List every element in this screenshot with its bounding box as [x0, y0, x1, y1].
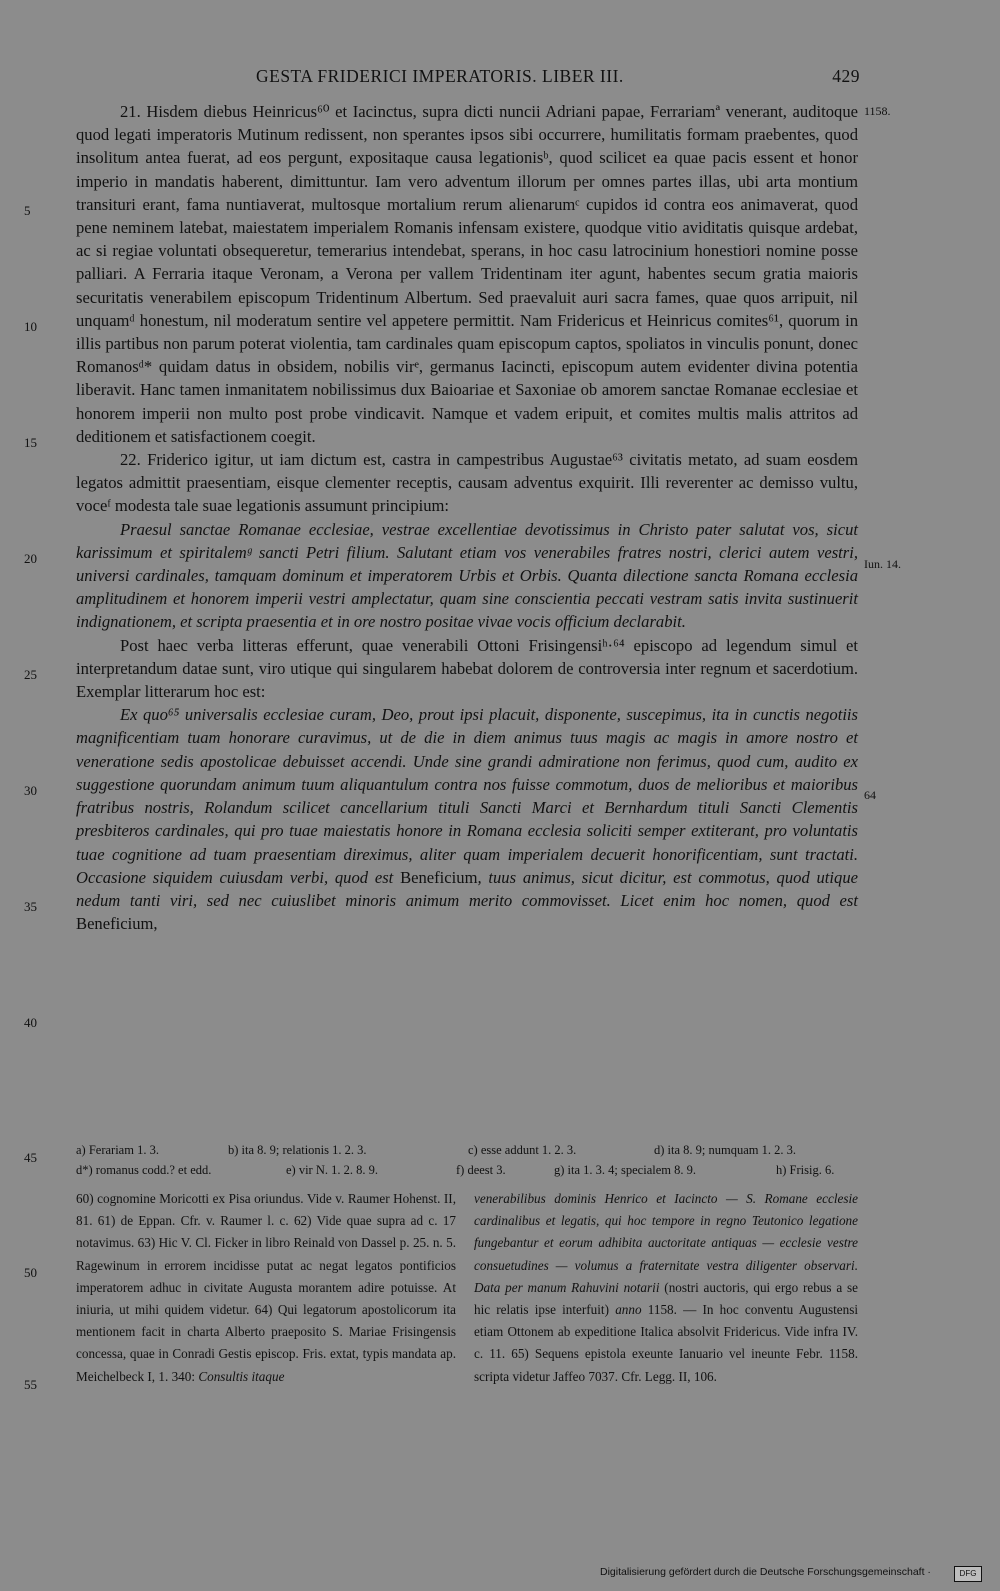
commentary-right-roman: (nostri auctoris, qui ergo rebus a se hic relatis ipse interfuit) [474, 1279, 858, 1318]
margin-note: 64 [864, 788, 876, 802]
line-number: 5 [24, 203, 31, 218]
line-number: 10 [24, 319, 37, 334]
footnote-a: a) Ferariam 1. 3. [76, 1143, 159, 1157]
legates-speech: Praesul sanctae Romanae ecclesiae, vestrae excellentiae devotissimus in Christo pater salutat vos, sicut karissimum et spiritalemᵍ sancti Petri filium. Salutant etiam vos venerabiles fratres nostri, clerici autem vestri, universi cardinales, tamquam dominum et imperatorem Urbis et Orbis. Quanta dilectione sancta Romana ecclesia amplitudinem et honorem imperii vestri amplectatur, quam sine conscientia peccati vestram satis invita sustinuerit indignationem, et scripta praesentia et in ore nostro positae vivae vocis officium declarabit. [76, 519, 858, 632]
line-number: 25 [24, 667, 37, 682]
line-number: 20 [24, 551, 37, 566]
line-number: 30 [24, 783, 37, 798]
commentary-right-text [474, 1188, 858, 1388]
commentary-right-end: 1158. — In hoc conventu Augustensi etiam Ottonem ab expeditione Italica absolvit Fridericus. Vide infra IV. c. 11. 65) Sequens epistola exeunte Ianuario vel ineunte Febr. 1158. scripta videtur Jaffeo 7037. Cfr. Legg. II, 106. [474, 1302, 859, 1384]
apparatus-footnotes [76, 1140, 858, 1180]
margin-note: Iun. 14. [864, 557, 901, 571]
footnote-row-1 [76, 1140, 858, 1160]
word-beneficium-2: Beneficium [76, 914, 154, 934]
commentary-right-italic: venerabilibus dominis Henrico et Iacincto — S. Romane ecclesie cardinalibus et legatis, qui hoc tempore in regno Teutonico legatione fungebantur et eorum adhibita auctoritate antiquas — ecclesie vestre consuetudines — volumus a fraternitate vestra diligenter observari. Data per manum Rahuvini notarii [474, 1191, 858, 1295]
footnote-h: h) Frisig. 6. [776, 1163, 835, 1177]
page-number: 429 [832, 66, 860, 86]
margin-note: 1158. [864, 104, 891, 118]
footnote-b: b) ita 8. 9; relationis 1. 2. 3. [228, 1143, 367, 1157]
running-header [60, 66, 860, 92]
commentary-left-text [76, 1188, 456, 1388]
chapter-22: 22. Friderico igitur, ut iam dictum est, castra in campestribus Augustae⁶³ civitatis metato, ad suam eosdem legatos admittit praesentiam, eisque clementer receptis, causam adventus exquirit. Illi reverenter ac demisso vultu, voceᶠ modesta tale suae legationis assumunt principium: [76, 450, 858, 516]
line-number: 55 [24, 1377, 37, 1392]
line-number: 35 [24, 899, 37, 914]
footnote-d: d) ita 8. 9; numquam 1. 2. 3. [654, 1143, 796, 1157]
footnote-row-2 [76, 1160, 858, 1180]
commentary-right-italic-2: anno [615, 1302, 642, 1318]
commentary-left-italic: Consultis itaque [198, 1368, 285, 1384]
letter-text-c: , [153, 914, 158, 934]
letter-text [76, 703, 858, 935]
chapter-21: 21. Hisdem diebus Heinricus⁶⁰ et Iacinctus, supra dicti nuncii Adriani papae, Ferrariamª venerant, auditoque quod legati imperatoris Mutinum redissent, non sperantes ipsos sibi occurrere, humilitatis formam praebentes, quod insolitum antea fuerat, ad eos pergunt, expositaque causa legationisᵇ, quod scilicet ea quae pacis essent et honor imperio in mandatis haberent, dimittuntur. Iam vero adventum illorum per omnes partes illas, ubi arta montium transituri erant, fama nuntiaverat, multosque mortalium rerum alienarumᶜ cupidos id contra eos animaverat, quod pene neminem latebat, maiestatem imperialem Romanis infensam existere, quodque vitio aviditatis quisque ardebat, ac si regiae voluntati obsequeretur, temerarius intendebat, sperans, in hoc casu latrocinium honestiori nomine posse palliari. A Ferraria itaque Veronam, a Verona per vallem Tridentinam iter agunt, habentes secum gratia maioris securitatis venerabilem episcopum Tridentinum Albertum. Sed praevaluit auri sacra fames, quae quos arripuit, nil unquamᵈ honestum, nil moderatum sentire vel appetere permittit. Nam Fridericus et Heinricus comites⁶¹, quorum in illis partibus non parum poterat violentia, tam cardinales quam episcopum captos, spoliatos in vinculis ponunt, donec Romanosᵈ* quidam datus in obsidem, nobilis virᵉ, germanus Iacincti, episcopum autem evidenter divina potentia liberavit. Hanc tamen inmanitatem nobilissimus dux Baioariae et Saxoniae ob amorem sanctae Romanae ecclesiae et honorem imperii non multo post probe vindicavit. Namque et vadem eripuit, et comites multis malis attritos ad deditionem et satisfactionem coegit. [76, 102, 858, 446]
letter-text-a: Ex quo⁶⁵ universalis ecclesiae curam, Deo, prout ipsi placuit, disponente, suscepimus, ita in cunctis negotiis magnificentiam tuam honorare curavimus, ut de die in diem animus tuus magis ac magis in amore nostro et veneratione sedis apostolicae debuisset accendi. Unde sine grandi admiratione non ferimus, quod cum, audito ex suggestione quorundam animum tuum aliquantulum contra nos fuisse commotum, duos de melioribus et maioribus fratribus nostris, Rolandum scilicet cancellarium tituli Sancti Marci et Bernhardum tituli Sancti Clementis presbiteros cardinales, qui pro tuae maiestatis honore in Romana ecclesia soliciti semper extiterant, pro voluntatis tuae cognitione ad tuam praesentiam direximus, aliter quam imperialem decuerit honorificentiam, sunt tractati. Occasione siquidem cuiusdam verbi, quod est [76, 705, 858, 887]
letter-intro: Post haec verba litteras efferunt, quae venerabili Ottoni Frisingensiʰ·⁶⁴ episcopo ad legendum simul et interpretandum datae sunt, viro utique qui singularem habebat dolorem de controversia inter regnum et sacerdotium. Exemplar litterarum hoc est: [76, 635, 858, 702]
running-title: GESTA FRIDERICI IMPERATORIS. LIBER III. [256, 66, 624, 86]
commentary-left-roman: 60) cognomine Moricotti ex Pisa oriundus. Vide v. Raumer Hohenst. II, 81. 61) de Eppan. Cfr. v. Raumer l. c. 62) Vide quae supra ad c. 17 notavimus. 63) Hic V. Cl. Ficker in libro Reinald von Dassel p. 25. n. 5. Ragewinum in errorem incidisse putat ac negat legatos pontificios imperatorem adhuc in civitate Augusta morantem adire potuisse. At iniuria, ut mihi quidem videtur. 64) Qui legatorum apostolicorum ita mentionem facit in charta Alberto praeposito S. Mariae Frisingensis concessa, quae in Conradi Gestis episcop. Fris. extat, typis mandata ap. Meichelbeck I, 1. 340: [76, 1191, 456, 1384]
footnote-f: f) deest 3. [456, 1163, 506, 1177]
digitization-credit: Digitalisierung gefördert durch die Deutsche Forschungsgemeinschaft · [600, 1566, 931, 1578]
footnote-d-star: d*) romanus codd.? et edd. [76, 1163, 212, 1177]
main-text [76, 100, 858, 935]
commentary-left-column [76, 1188, 456, 1388]
footnote-c: c) esse addunt 1. 2. 3. [468, 1143, 577, 1157]
line-number: 40 [24, 1015, 37, 1030]
commentary-right-column [474, 1188, 858, 1388]
line-number: 15 [24, 435, 37, 450]
line-number: 50 [24, 1265, 37, 1280]
word-beneficium-1: Beneficium [400, 867, 478, 887]
footnote-e: e) vir N. 1. 2. 8. 9. [286, 1163, 378, 1177]
dfg-logo: DFG [954, 1566, 982, 1582]
letter-text-b: , tuus animus, sicut dicitur, est commotus, quod utique nedum tanti viri, sed nec cuiuslibet minoris animum merito commovisset. Licet enim hoc nomen, quod est [76, 867, 858, 910]
footnote-g: g) ita 1. 3. 4; specialem 8. 9. [554, 1163, 696, 1177]
line-number: 45 [24, 1150, 37, 1165]
